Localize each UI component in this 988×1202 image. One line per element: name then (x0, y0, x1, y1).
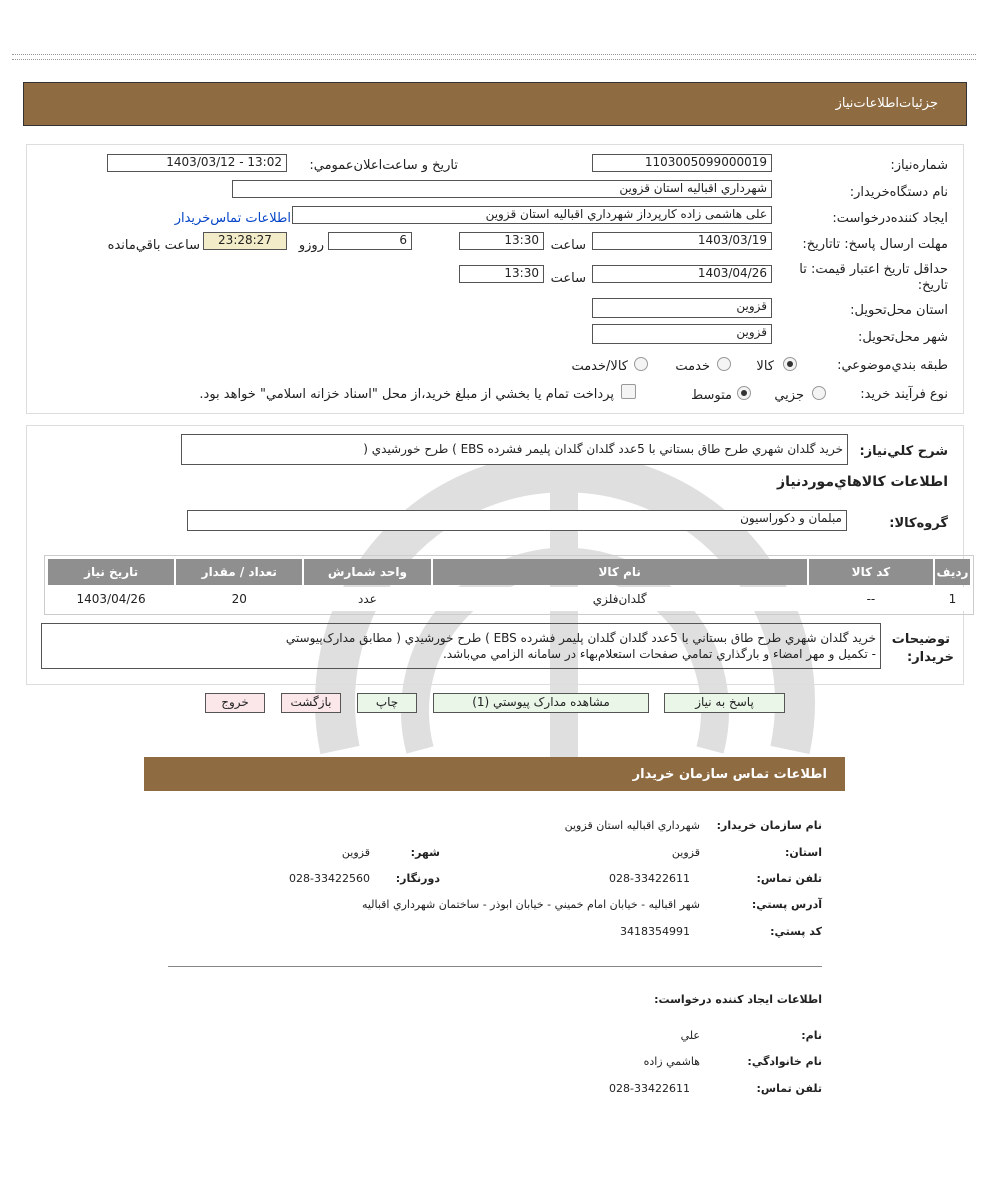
need-number-label: شماره‌نياز: (890, 158, 948, 173)
cell-quantity: 20 (176, 587, 302, 611)
process-label: نوع فرآيند خريد: (860, 387, 948, 402)
days-field[interactable]: 6 (328, 232, 412, 250)
payment-note: پرداخت تمام يا بخشي از مبلغ خريد،از محل "اسناد خزانه اسلامي" خواهد بود. (199, 387, 614, 402)
category-label: طبقه بندي‌موضوعي: (837, 358, 948, 373)
contact-province-value: قزوين (671, 846, 700, 859)
creator-label: ايجاد کننده‌درخواست: (832, 211, 948, 226)
process-radio-minor[interactable] (812, 386, 826, 400)
section-divider (168, 966, 822, 967)
creator-family-value: هاشمي زاده (643, 1055, 700, 1068)
treasury-checkbox[interactable] (621, 384, 636, 399)
process-radio-medium[interactable] (737, 386, 751, 400)
remaining-label: ساعت باقي‌مانده (107, 238, 200, 253)
page-title: جزئيات‌اطلاعات‌نياز (835, 96, 938, 111)
province-field[interactable]: قزوين (592, 298, 772, 318)
buyer-notes-label-2: خريدار: (907, 650, 954, 665)
reply-button[interactable]: پاسخ به نياز (664, 693, 785, 713)
validity-time-field[interactable]: 13:30 (459, 265, 544, 283)
buyer-notes-box (41, 623, 881, 669)
category-radio-goods[interactable] (783, 357, 797, 371)
buyer-contact-link[interactable]: اطلاعات تماس‌خريدار (174, 211, 291, 226)
creator-field[interactable]: علی هاشمی زاده کارپرداز شهرداري اقباليه استان قزوين (292, 206, 772, 224)
buyer-org-field[interactable]: شهرداري اقباليه استان قزوين (232, 180, 772, 198)
back-button[interactable]: بازگشت (281, 693, 341, 713)
top-divider (12, 54, 976, 60)
print-button[interactable]: چاپ (357, 693, 417, 713)
contact-city-value: قزوين (341, 846, 370, 859)
goods-info-title: اطلاعات کالاهاي‌مورد‌نياز (777, 474, 948, 490)
summary-field[interactable]: خريد گلدان شهري طرح طاق بستاني با 5عدد گلدان گلدان پليمر فشرده EBS ) طرح خورشيدي ( (181, 434, 848, 465)
category-option-service: خدمت (675, 359, 710, 374)
category-radio-service[interactable] (717, 357, 731, 371)
process-option-minor: جزيي (774, 388, 804, 403)
buyer-notes-line-1: خريد گلدان شهري طرح طاق بستاني با 5عدد گلدان گلدان پليمر فشرده EBS ) طرح خورشيدي ( مطابق مدارک‌پيوستي (285, 631, 876, 645)
buyer-notes-label-1: توضيحات (891, 632, 950, 647)
deadline-date-field[interactable]: 1403/03/19 (592, 232, 772, 250)
col-quantity: تعداد / مقدار (176, 559, 302, 585)
buyer-org-label: نام دستگاه‌خريدار: (849, 185, 948, 200)
creator-name-label: نام: (801, 1029, 822, 1042)
contact-postal-label: کد پستي: (770, 925, 822, 938)
col-unit: واحد شمارش (304, 559, 430, 585)
contact-org-value: شهرداري اقباليه استان قزوين (564, 819, 700, 832)
cell-row: 1 (935, 587, 970, 611)
cell-code: -- (809, 587, 933, 611)
validity-date-field[interactable]: 1403/04/26 (592, 265, 772, 283)
col-date: تاريخ نياز (48, 559, 174, 585)
creator-name-value: علي (680, 1029, 700, 1042)
contact-city-label: شهر: (410, 846, 440, 859)
validity-label-1: حداقل تاريخ اعتبار قيمت: تا (799, 262, 948, 277)
summary-label: شرح کلي‌نياز: (859, 444, 948, 459)
exit-button[interactable]: خروج (205, 693, 265, 713)
contact-address-value: شهر اقباليه - خيابان امام خميني - خيابان ابوذر - ساختمان شهرداري اقباليه (361, 898, 700, 911)
deadline-time-label: ساعت (550, 238, 586, 253)
province-label: استان محل‌تحويل: (850, 303, 948, 318)
contact-fax-value: 028-33422560 (289, 872, 370, 885)
col-code: کد کالا (809, 559, 933, 585)
contact-header (144, 757, 845, 791)
contact-org-label: نام سازمان خريدار: (716, 819, 822, 832)
deadline-label: مهلت ارسال پاسخ: تاتاريخ: (802, 237, 948, 252)
contact-address-label: آدرس پستي: (751, 898, 822, 911)
city-field[interactable]: قزوين (592, 324, 772, 344)
contact-phone-label: تلفن تماس: (756, 872, 822, 885)
remaining-time-field: 23:28:27 (203, 232, 287, 250)
buyer-notes-line-2: - تکميل و مهر امضاء و بارگذاري تمامي صفحات استعلام‌بهاء در سامانه الزامي مي‌باشد. (442, 647, 876, 661)
col-row: رديف (935, 559, 970, 585)
creator-phone-label: تلفن تماس: (756, 1082, 822, 1095)
days-label: روزو (298, 238, 324, 253)
creator-info-title: اطلاعات ايجاد کننده درخواست: (654, 993, 822, 1006)
deadline-time-field[interactable]: 13:30 (459, 232, 544, 250)
announce-label: تاريخ و ساعت‌اعلان‌عمومي: (309, 158, 458, 173)
city-label: شهر محل‌تحويل: (858, 330, 948, 345)
attachments-button[interactable]: مشاهده مدارک پيوستي (1) (433, 693, 649, 713)
goods-group-field[interactable]: مبلمان و دکوراسيون (187, 510, 847, 531)
validity-time-label: ساعت (550, 271, 586, 286)
process-option-medium: متوسط (691, 388, 732, 403)
cell-date: 1403/04/26 (48, 587, 174, 611)
contact-fax-label: دورنگار: (395, 872, 440, 885)
table-border (44, 555, 974, 615)
validity-label-2: تاريخ: (917, 278, 948, 293)
goods-group-label: گروه‌کالا: (889, 516, 948, 531)
page-header (23, 82, 967, 126)
category-option-goods: کالا (756, 359, 774, 374)
contact-province-label: استان: (785, 846, 822, 859)
creator-phone-value: 028-33422611 (609, 1082, 690, 1095)
category-radio-both[interactable] (634, 357, 648, 371)
need-number-field[interactable]: 1103005099000019 (592, 154, 772, 172)
creator-family-label: نام خانوادگي: (747, 1055, 822, 1068)
cell-name: گلدان‌فلزي (433, 587, 807, 611)
col-name: نام کالا (433, 559, 807, 585)
category-option-both: کالا/خدمت (571, 359, 628, 374)
contact-phone-value: 028-33422611 (609, 872, 690, 885)
contact-title: اطلاعات تماس سازمان خريدار (632, 767, 827, 782)
contact-postal-value: 3418354991 (620, 925, 690, 938)
announce-field[interactable]: 1403/03/12 - 13:02 (107, 154, 287, 172)
cell-unit: عدد (304, 587, 430, 611)
